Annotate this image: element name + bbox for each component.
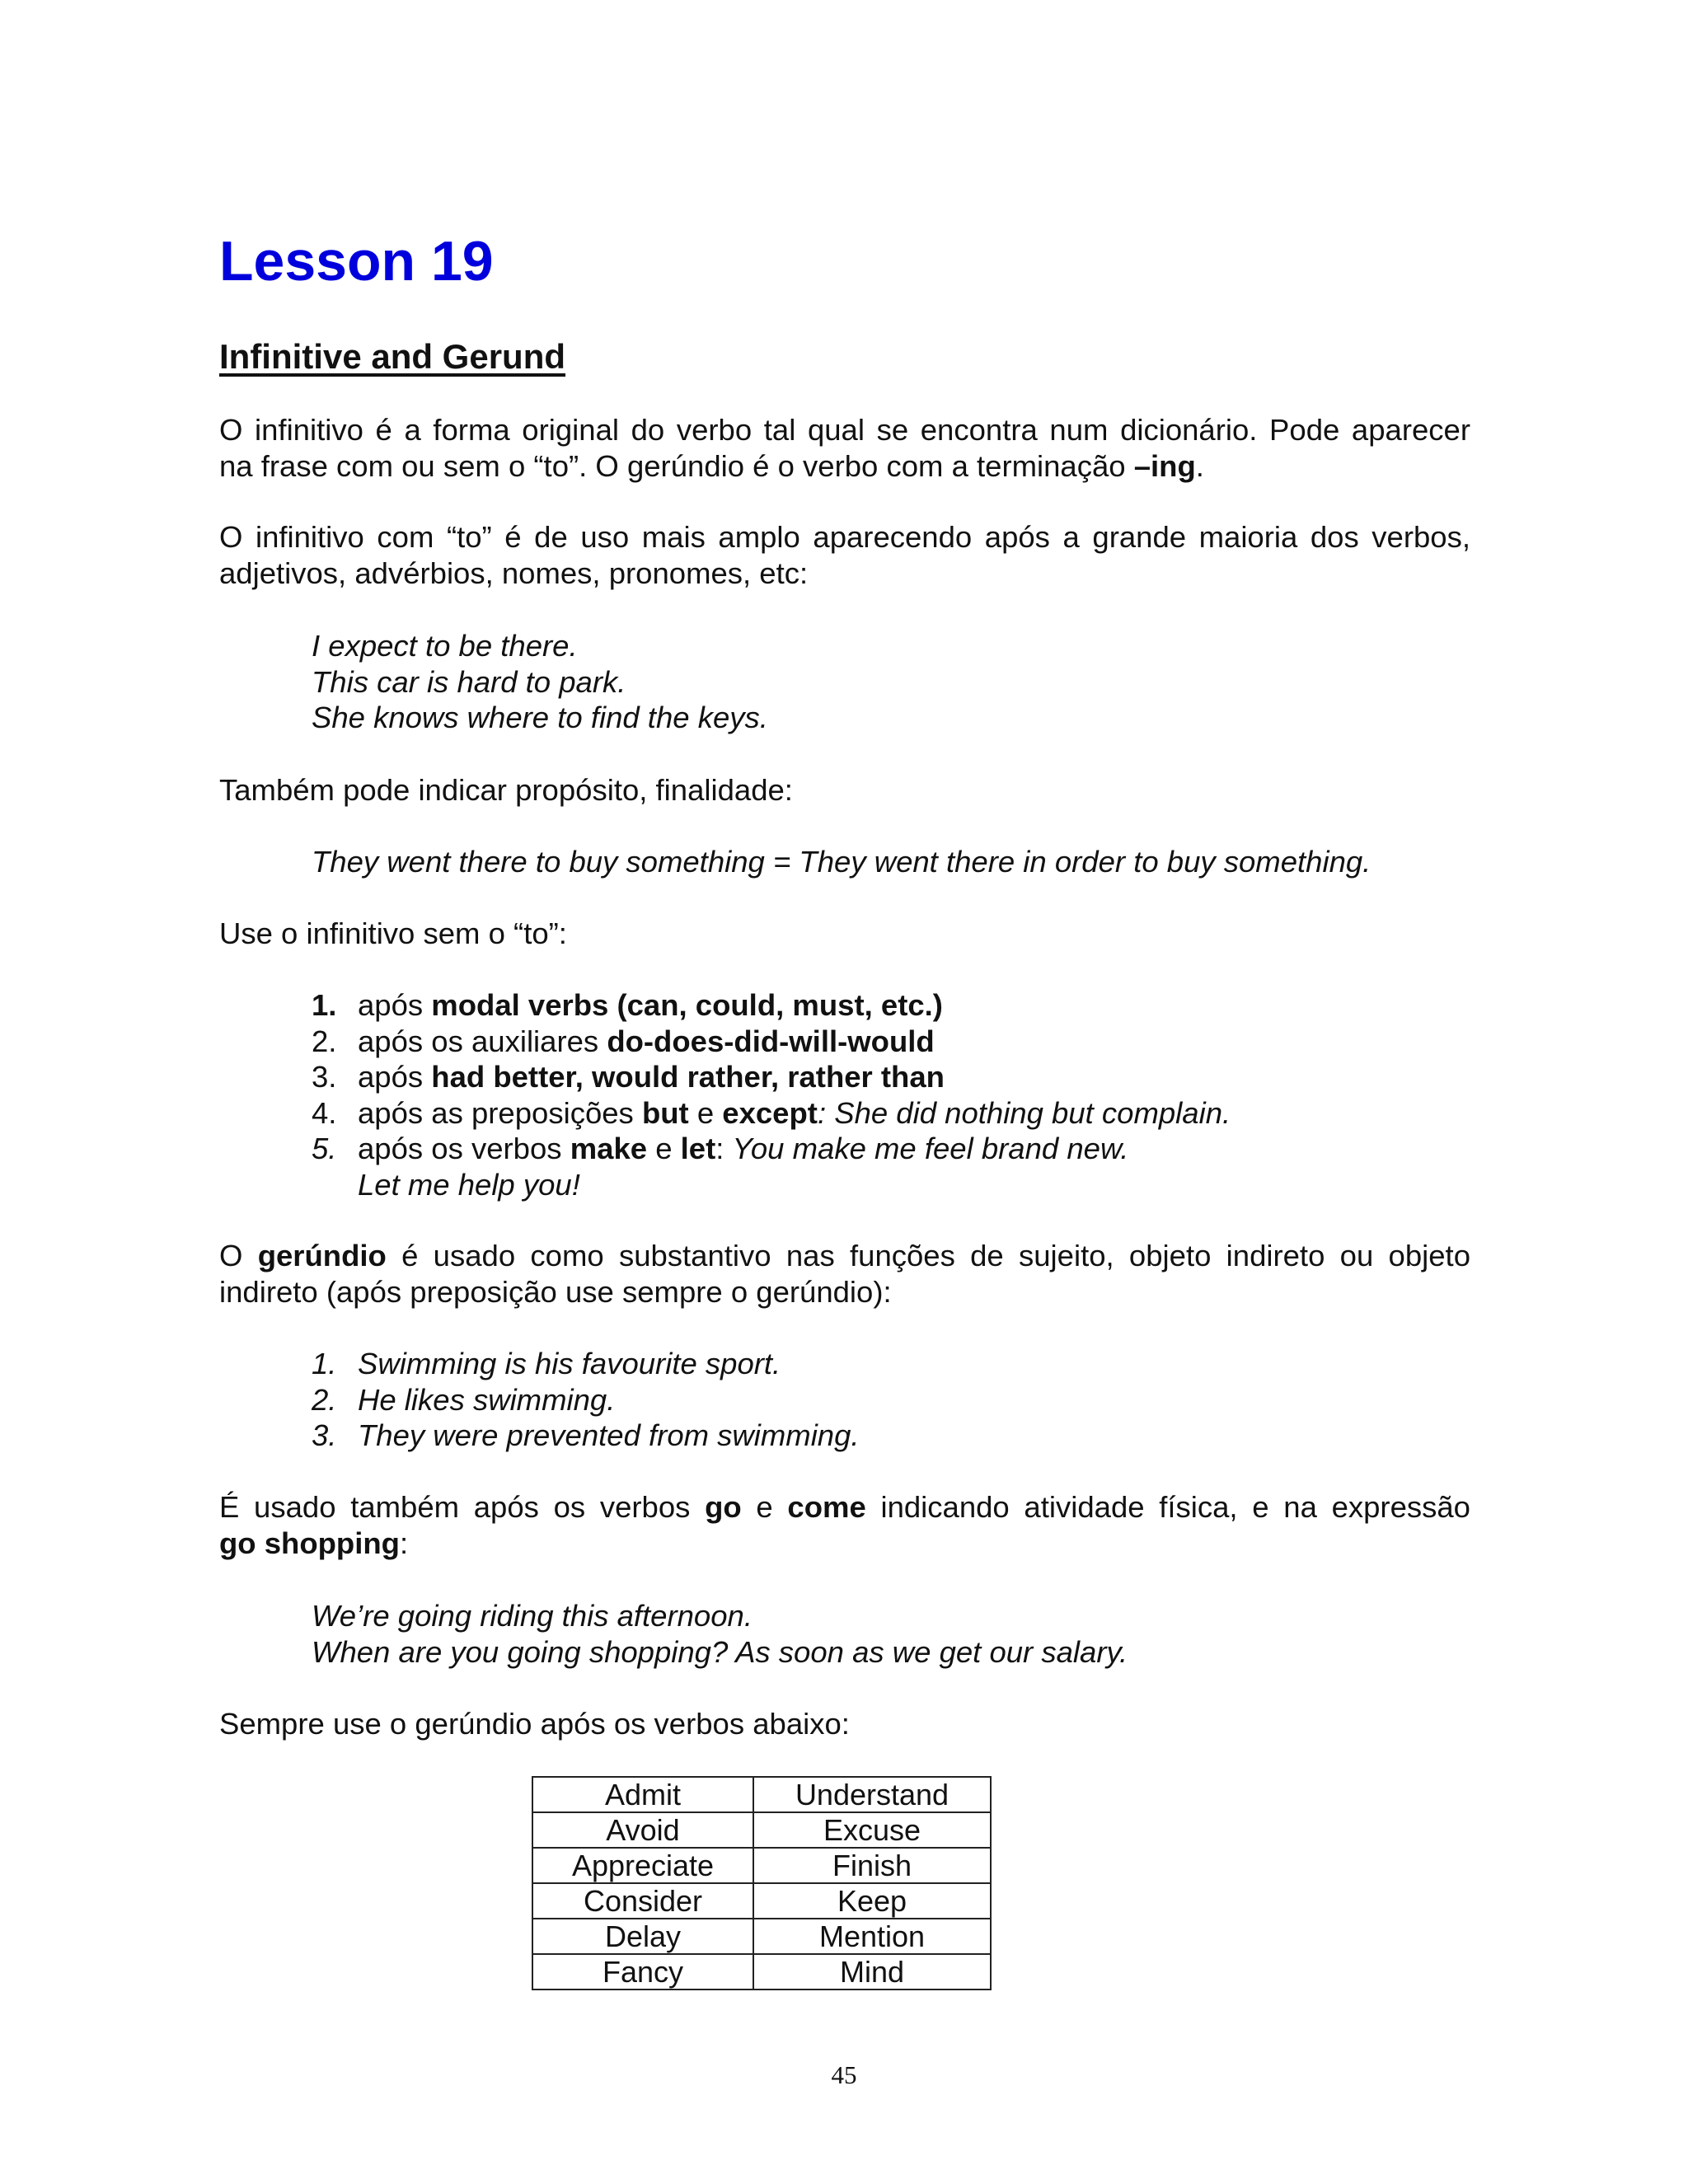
gerund-examples bbox=[312, 1346, 860, 1454]
bold-term: had better, would rather, rather than bbox=[431, 1060, 945, 1094]
bold-term: make bbox=[570, 1132, 648, 1165]
text-run: após bbox=[358, 1060, 432, 1094]
bold-term: let bbox=[680, 1132, 716, 1165]
bold-term: modal verbs (can, could, must, etc.) bbox=[431, 988, 943, 1022]
lesson-title: Lesson 19 bbox=[219, 230, 494, 293]
list-item bbox=[312, 1095, 1231, 1132]
paragraph-line: indireto (após preposição use sempre o gerúndio): bbox=[219, 1274, 892, 1309]
table-cell: Appreciate bbox=[532, 1848, 753, 1883]
list-item-continuation bbox=[312, 1167, 1231, 1203]
table-cell: Fancy bbox=[532, 1954, 753, 1990]
table-cell: Keep bbox=[753, 1883, 991, 1919]
bold-term: do-does-did-will-would bbox=[607, 1024, 935, 1058]
bare-infinitive-intro bbox=[219, 916, 1470, 952]
table-cell: Consider bbox=[532, 1883, 753, 1919]
text-run: É usado também após os verbos bbox=[219, 1490, 706, 1524]
list-number: 3. bbox=[312, 1418, 337, 1452]
paragraph-line bbox=[219, 448, 1470, 485]
text-run: . bbox=[1195, 448, 1204, 483]
list-number: 4. bbox=[312, 1095, 337, 1130]
paragraph-line bbox=[219, 1526, 1470, 1562]
text-run: após os verbos bbox=[358, 1132, 570, 1165]
bold-term: gerúndio bbox=[257, 1239, 387, 1272]
table-cell: Avoid bbox=[532, 1812, 753, 1848]
text-run: e bbox=[741, 1490, 788, 1524]
text-run: indicando atividade física, e na expressão bbox=[865, 1490, 1470, 1524]
bare-infinitive-list bbox=[312, 987, 1231, 1202]
list-number: 5. bbox=[312, 1132, 337, 1165]
table-row bbox=[532, 1812, 991, 1848]
table-row bbox=[532, 1954, 991, 1990]
text-run: O bbox=[219, 1239, 258, 1272]
gerund-verbs-intro bbox=[219, 1706, 1470, 1742]
go-come-examples bbox=[312, 1598, 1128, 1670]
list-item bbox=[312, 1024, 1231, 1060]
table-row bbox=[532, 1919, 991, 1954]
infinitive-paragraph bbox=[219, 519, 1470, 591]
paragraph-line: Use o infinitivo sem o “to”: bbox=[219, 916, 567, 950]
example-sentence: This car is hard to park. bbox=[312, 664, 626, 699]
list-item bbox=[312, 1418, 860, 1454]
table-cell: Mention bbox=[753, 1919, 991, 1954]
gerund-paragraph bbox=[219, 1238, 1470, 1310]
list-number: 2. bbox=[312, 1382, 337, 1417]
example-sentence: Let me help you! bbox=[358, 1167, 580, 1202]
purpose-intro bbox=[219, 772, 1470, 808]
example-sentence: He likes swimming. bbox=[358, 1382, 616, 1417]
text-run: após os auxiliares bbox=[358, 1024, 607, 1058]
paragraph-line: O infinitivo com “to” é de uso mais amplo aparecendo após a grande maioria dos verbos, bbox=[219, 520, 1470, 554]
ing-suffix: –ing bbox=[1133, 448, 1196, 483]
gerund-verbs-table bbox=[532, 1776, 992, 1990]
list-number: 1. bbox=[312, 1347, 337, 1380]
list-item bbox=[312, 1382, 860, 1418]
example-sentence: They went there to buy something = They went there in order to buy something. bbox=[312, 845, 1372, 879]
text-run: e bbox=[647, 1132, 681, 1165]
text-run: após bbox=[358, 988, 432, 1022]
example-sentence: : She did nothing but complain. bbox=[817, 1095, 1231, 1130]
purpose-example bbox=[312, 844, 1371, 880]
text-run: após as preposições bbox=[358, 1095, 642, 1130]
intro-paragraph bbox=[219, 412, 1470, 484]
text-run: é usado como substantivo nas funções de sujeito, objeto indireto ou objeto bbox=[386, 1239, 1470, 1272]
paragraph-line: Também pode indicar propósito, finalidade: bbox=[219, 773, 793, 807]
list-item bbox=[312, 1131, 1231, 1167]
page-number: 45 bbox=[831, 2060, 857, 2089]
bold-term: come bbox=[787, 1490, 866, 1524]
example-sentence: She knows where to find the keys. bbox=[312, 701, 768, 734]
table-row bbox=[532, 1777, 991, 1812]
table-row bbox=[532, 1883, 991, 1919]
table-row bbox=[532, 1848, 991, 1883]
go-come-paragraph bbox=[219, 1489, 1470, 1561]
paragraph-line bbox=[219, 1238, 1470, 1274]
paragraph-line: O infinitivo é a forma original do verbo tal qual se encontra num dicionário. Pode aparecer bbox=[219, 413, 1470, 447]
example-sentence: They were prevented from swimming. bbox=[358, 1418, 860, 1452]
example-sentence: Swimming is his favourite sport. bbox=[358, 1347, 781, 1380]
table-cell: Mind bbox=[753, 1954, 991, 1990]
example-sentence: When are you going shopping? As soon as we get our salary. bbox=[312, 1634, 1128, 1669]
list-number: 1. bbox=[312, 988, 337, 1022]
section-heading: Infinitive and Gerund bbox=[219, 337, 566, 376]
bold-term: go bbox=[705, 1490, 742, 1524]
list-number: 2. bbox=[312, 1024, 337, 1058]
table-cell: Excuse bbox=[753, 1812, 991, 1848]
text-run: na frase com ou sem o “to”. O gerúndio é o verbo com a terminação bbox=[219, 448, 1134, 483]
example-sentence: You make me feel brand new. bbox=[732, 1132, 1129, 1165]
bold-term: go shopping bbox=[219, 1526, 400, 1560]
paragraph-line bbox=[219, 1489, 1470, 1526]
paragraph-line: adjetivos, advérbios, nomes, pronomes, etc: bbox=[219, 555, 809, 590]
list-item bbox=[312, 987, 1231, 1024]
table-cell: Admit bbox=[532, 1777, 753, 1812]
table-cell: Understand bbox=[753, 1777, 991, 1812]
bold-term: except bbox=[722, 1095, 818, 1130]
list-item bbox=[312, 1346, 860, 1382]
example-sentence: I expect to be there. bbox=[312, 629, 578, 663]
text-run: e bbox=[688, 1095, 723, 1130]
list-number: 3. bbox=[312, 1060, 337, 1094]
text-run: : bbox=[399, 1526, 409, 1560]
bold-term: but bbox=[641, 1095, 689, 1130]
table-cell: Delay bbox=[532, 1919, 753, 1954]
example-sentence: We’re going riding this afternoon. bbox=[312, 1599, 753, 1633]
list-item bbox=[312, 1059, 1231, 1095]
text-run: : bbox=[715, 1132, 733, 1165]
infinitive-examples bbox=[312, 628, 768, 736]
table-cell: Finish bbox=[753, 1848, 991, 1883]
paragraph-line: Sempre use o gerúndio após os verbos abaixo: bbox=[219, 1707, 850, 1741]
